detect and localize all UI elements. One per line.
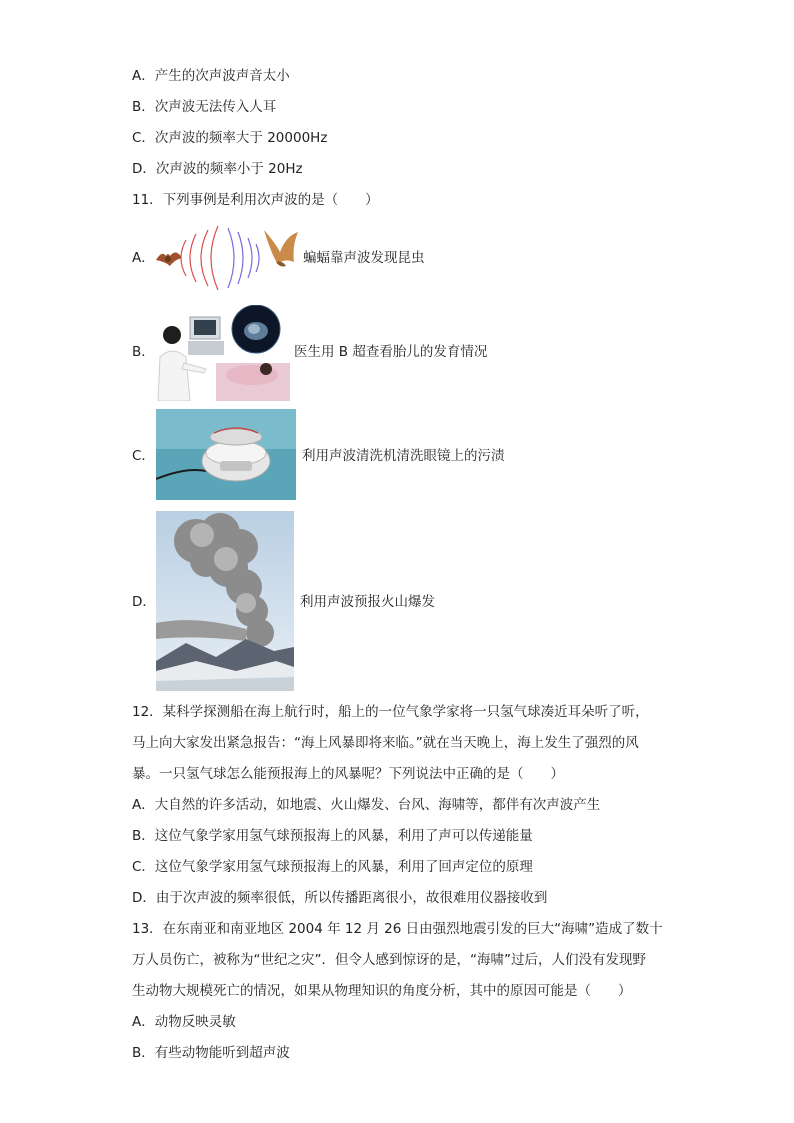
- q11-option-c-letter: C．: [132, 448, 155, 464]
- q12-stem-line: 马上向大家发出紧急报告：“海上风暴即将来临。”就在当天晚上，海上发生了强烈的风: [132, 735, 639, 751]
- q11-option-b-text: 医生用 B 超查看胎儿的发育情况: [294, 344, 488, 360]
- q10-option-b: B．次声波无法传入人耳: [132, 99, 277, 115]
- q13-option-b: B．有些动物能听到超声波: [132, 1045, 290, 1061]
- q11-option-d-text: 利用声波预报火山爆发: [300, 594, 435, 610]
- bat-echolocation-image: [152, 222, 300, 294]
- q11-option-c-text: 利用声波清洗机清洗眼镜上的污渍: [302, 448, 505, 464]
- q13-stem: [132, 914, 672, 1069]
- q11-option-a-letter: A．: [132, 250, 155, 266]
- bat-icon: [156, 252, 182, 266]
- q11-stem: 11．下列事例是利用次声波的是（ ）: [132, 192, 379, 208]
- q11-option-a-text: 蝙蝠靠声波发现昆虫: [303, 250, 425, 266]
- bat-icon: [264, 230, 298, 267]
- q12-option-b: B．这位气象学家用氢气球预报海上的风暴，利用了声可以传递能量: [132, 828, 533, 844]
- q11-option-b-letter: B．: [132, 344, 155, 360]
- ultrasound-exam-image: [156, 305, 290, 401]
- volcano-eruption-image: [156, 511, 294, 691]
- q12-option-d: D．由于次声波的频率很低，所以传播距离很小，故很难用仪器接收到: [132, 890, 548, 906]
- q11-option-d-letter: D．: [132, 594, 156, 610]
- q12-stem: [132, 697, 672, 914]
- q12-stem-line: 12．某科学探测船在海上航行时，船上的一位气象学家将一只氢气球凑近耳朵听了听，: [132, 704, 649, 720]
- q13-option-a: A．动物反映灵敏: [132, 1014, 236, 1030]
- q10-option-d: D．次声波的频率小于 20Hz: [132, 161, 303, 177]
- q13-stem-line: 13．在东南亚和南亚地区 2004 年 12 月 26 日由强烈地震引发的巨大“海啸”造成了数十: [132, 921, 663, 937]
- q10-option-a: A．产生的次声波声音太小: [132, 68, 290, 84]
- q13-stem-line: 生动物大规模死亡的情况，如果从物理知识的角度分析，其中的原因可能是（ ）: [132, 983, 632, 999]
- q10-option-c: C．次声波的频率大于 20000Hz: [132, 130, 328, 146]
- q12-stem-line: 暴。一只氢气球怎么能预报海上的风暴呢？下列说法中正确的是（ ）: [132, 766, 564, 782]
- q12-option-a: A．大自然的许多活动，如地震、火山爆发、台风、海啸等，都伴有次声波产生: [132, 797, 601, 813]
- q12-option-c: C．这位气象学家用氢气球预报海上的风暴，利用了回声定位的原理: [132, 859, 533, 875]
- ultrasonic-cleaner-image: [156, 409, 296, 500]
- q13-stem-line: 万人员伤亡，被称为“世纪之灾”．但令人感到惊讶的是，“海啸”过后，人们没有发现野: [132, 952, 646, 968]
